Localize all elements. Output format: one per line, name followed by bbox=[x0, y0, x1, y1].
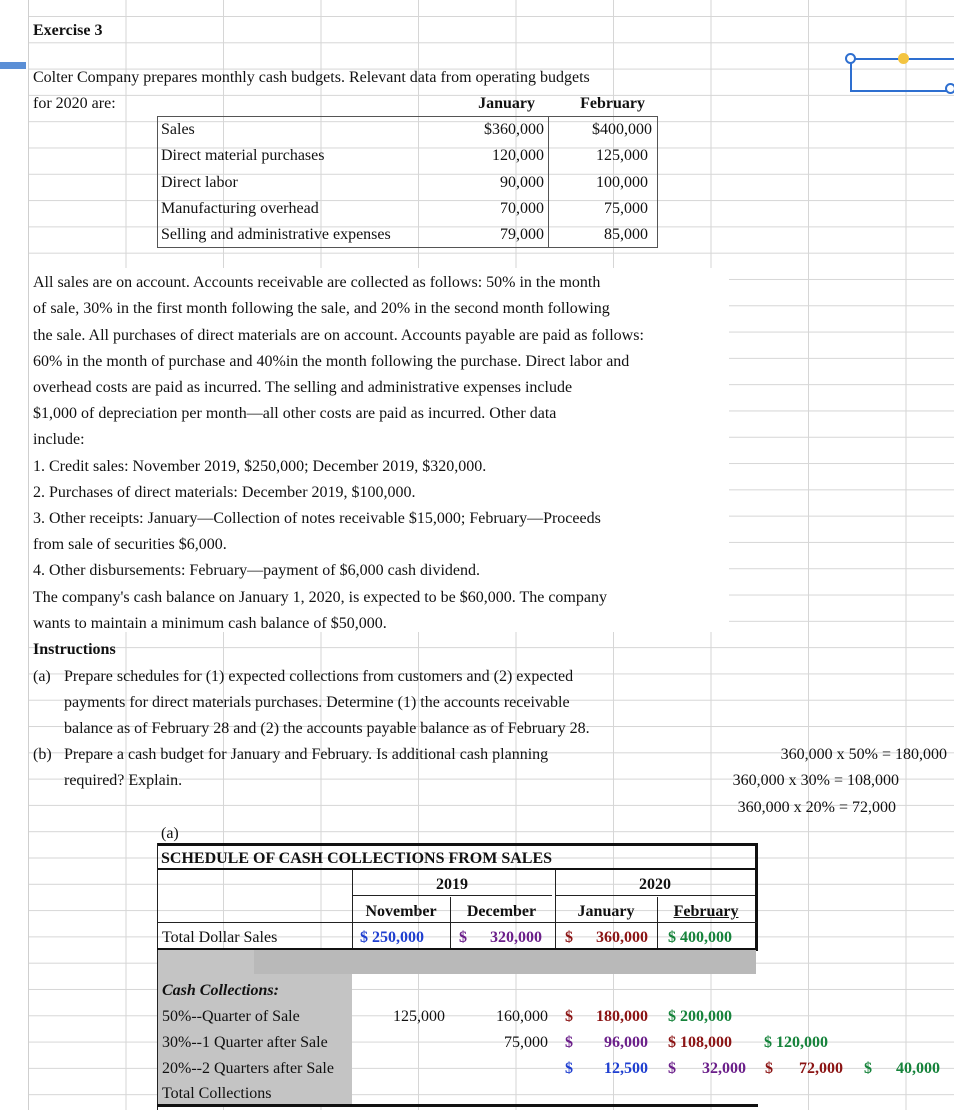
year-header-2020: 2020 bbox=[639, 876, 671, 893]
month-december: December bbox=[466, 903, 537, 920]
total-sales-november: $ 250,000 bbox=[360, 929, 424, 946]
currency-sign: $ bbox=[565, 1034, 573, 1051]
collection-value: $ 200,000 bbox=[668, 1008, 732, 1025]
collection-value: 12,500 bbox=[604, 1060, 648, 1077]
value-cell: 70,000 bbox=[500, 200, 544, 217]
collection-value: 75,000 bbox=[504, 1034, 548, 1051]
month-january: January bbox=[577, 903, 635, 920]
paragraph-line: wants to maintain a minimum cash balance of $50,000. bbox=[33, 615, 387, 632]
collection-row-label: 20%--2 Quarters after Sale bbox=[162, 1060, 334, 1077]
currency-sign: $ bbox=[565, 1060, 573, 1077]
total-sales-january: 360,000 bbox=[596, 929, 648, 946]
instruction-a-label: (a) bbox=[33, 668, 51, 685]
cash-collections-heading: Cash Collections: bbox=[162, 982, 279, 999]
side-calc: 360,000 x 30% = 108,000 bbox=[732, 772, 899, 789]
value-cell: 120,000 bbox=[492, 147, 544, 164]
instruction-line: balance as of February 28 and (2) the accounts payable balance as of February 28. bbox=[64, 720, 590, 737]
paragraph-line: overhead costs are paid as incurred. The selling and administrative expenses include bbox=[33, 379, 573, 396]
paragraph-line: include: bbox=[33, 431, 85, 448]
year-underline bbox=[555, 895, 755, 896]
paragraph-line: of sale, 30% in the first month following the sale, and 20% in the second month following bbox=[33, 300, 610, 317]
month-february: February bbox=[673, 903, 739, 920]
schedule-top-border bbox=[157, 843, 758, 846]
instruction-line: required? Explain. bbox=[64, 772, 183, 789]
instruction-line: Prepare schedules for (1) expected collections from customers and (2) expected bbox=[64, 668, 574, 685]
value-cell: 79,000 bbox=[500, 226, 544, 243]
data-item: 1. Credit sales: November 2019, $250,000; December 2019, $320,000. bbox=[33, 458, 487, 475]
collection-row-label: 30%--1 Quarter after Sale bbox=[162, 1034, 328, 1051]
value-cell: $360,000 bbox=[484, 121, 544, 138]
schedule-part-label: (a) bbox=[161, 825, 179, 842]
collection-value: 72,000 bbox=[799, 1060, 843, 1077]
column-header-february: February bbox=[580, 95, 645, 112]
instructions-heading: Instructions bbox=[33, 641, 116, 658]
resize-handle[interactable] bbox=[845, 53, 856, 64]
row-header-bar bbox=[0, 0, 29, 1110]
collection-value: 180,000 bbox=[596, 1008, 648, 1025]
currency-sign: $ bbox=[565, 1008, 573, 1025]
intro-line: for 2020 are: bbox=[33, 95, 116, 112]
currency-sign: $ bbox=[459, 929, 467, 946]
paragraph-line: $1,000 of depreciation per month—all other costs are paid as incurred. Other data bbox=[33, 405, 557, 422]
value-cell: 90,000 bbox=[500, 174, 544, 191]
intro-line: Colter Company prepares monthly cash budgets. Relevant data from operating budgets bbox=[33, 69, 590, 86]
resize-handle[interactable] bbox=[945, 83, 954, 94]
adjust-handle[interactable] bbox=[898, 53, 909, 64]
collection-value: $ 120,000 bbox=[764, 1034, 828, 1051]
side-calc: 360,000 x 20% = 72,000 bbox=[737, 799, 896, 816]
currency-sign: $ bbox=[565, 929, 573, 946]
paragraph-line: The company's cash balance on January 1, 2020, is expected to be $60,000. The company bbox=[33, 589, 607, 606]
shaded-row bbox=[254, 950, 756, 974]
collection-value: 40,000 bbox=[896, 1060, 940, 1077]
schedule-title: SCHEDULE OF CASH COLLECTIONS FROM SALES bbox=[161, 850, 553, 867]
row-label: Selling and administrative expenses bbox=[161, 226, 391, 243]
schedule-right-border bbox=[755, 843, 758, 951]
year-underline bbox=[352, 895, 552, 896]
collection-value: 96,000 bbox=[604, 1034, 648, 1051]
collection-value: 125,000 bbox=[393, 1008, 445, 1025]
paragraph-line: 60% in the month of purchase and 40%in the month following the purchase. Direct labor and bbox=[33, 353, 630, 370]
currency-sign: $ bbox=[668, 1060, 676, 1077]
collection-value: $ 108,000 bbox=[668, 1034, 732, 1051]
instruction-b-label: (b) bbox=[33, 746, 52, 763]
paragraph-line: All sales are on account. Accounts receivable are collected as follows: 50% in the month bbox=[33, 274, 601, 291]
total-sales-december: 320,000 bbox=[490, 929, 542, 946]
value-cell: 85,000 bbox=[604, 226, 648, 243]
total-sales-february: $ 400,000 bbox=[668, 929, 732, 946]
column-header-january: January bbox=[478, 95, 535, 112]
row-label: Direct labor bbox=[161, 174, 238, 191]
shaded-cell bbox=[158, 950, 254, 974]
row-label: Sales bbox=[161, 121, 195, 138]
row-label: Manufacturing overhead bbox=[161, 200, 319, 217]
side-calc: 360,000 x 50% = 180,000 bbox=[780, 746, 947, 763]
collection-value: 32,000 bbox=[702, 1060, 746, 1077]
total-collections-label: Total Collections bbox=[162, 1085, 272, 1102]
selected-row-marker bbox=[0, 62, 26, 69]
value-cell: 75,000 bbox=[604, 200, 648, 217]
total-sales-label: Total Dollar Sales bbox=[162, 929, 278, 946]
instruction-line: Prepare a cash budget for January and February. Is additional cash planning bbox=[64, 746, 549, 763]
data-item: 4. Other disbursements: February—payment of $6,000 cash dividend. bbox=[33, 562, 481, 579]
header-underline bbox=[157, 922, 757, 923]
value-cell: 125,000 bbox=[596, 147, 648, 164]
value-cell: $400,000 bbox=[592, 121, 652, 138]
schedule-bottom-border bbox=[157, 1104, 758, 1107]
collection-row-label: 50%--Quarter of Sale bbox=[162, 1008, 300, 1025]
data-item: 3. Other receipts: January—Collection of notes receivable $15,000; February—Proceeds bbox=[33, 510, 601, 527]
exercise-title: Exercise 3 bbox=[33, 22, 103, 39]
paragraph-line: the sale. All purchases of direct materials are on account. Accounts payable are paid as follows: bbox=[33, 327, 644, 344]
currency-sign: $ bbox=[864, 1060, 872, 1077]
data-item: from sale of securities $6,000. bbox=[33, 536, 227, 553]
row-label: Direct material purchases bbox=[161, 147, 325, 164]
currency-sign: $ bbox=[765, 1060, 773, 1077]
value-cell: 100,000 bbox=[596, 174, 648, 191]
schedule-title-border bbox=[157, 868, 758, 870]
instruction-line: payments for direct materials purchases. Determine (1) the accounts receivable bbox=[64, 694, 570, 711]
data-item: 2. Purchases of direct materials: December 2019, $100,000. bbox=[33, 484, 416, 501]
collection-value: 160,000 bbox=[496, 1008, 548, 1025]
month-november: November bbox=[365, 903, 437, 920]
year-header-2019: 2019 bbox=[436, 876, 468, 893]
